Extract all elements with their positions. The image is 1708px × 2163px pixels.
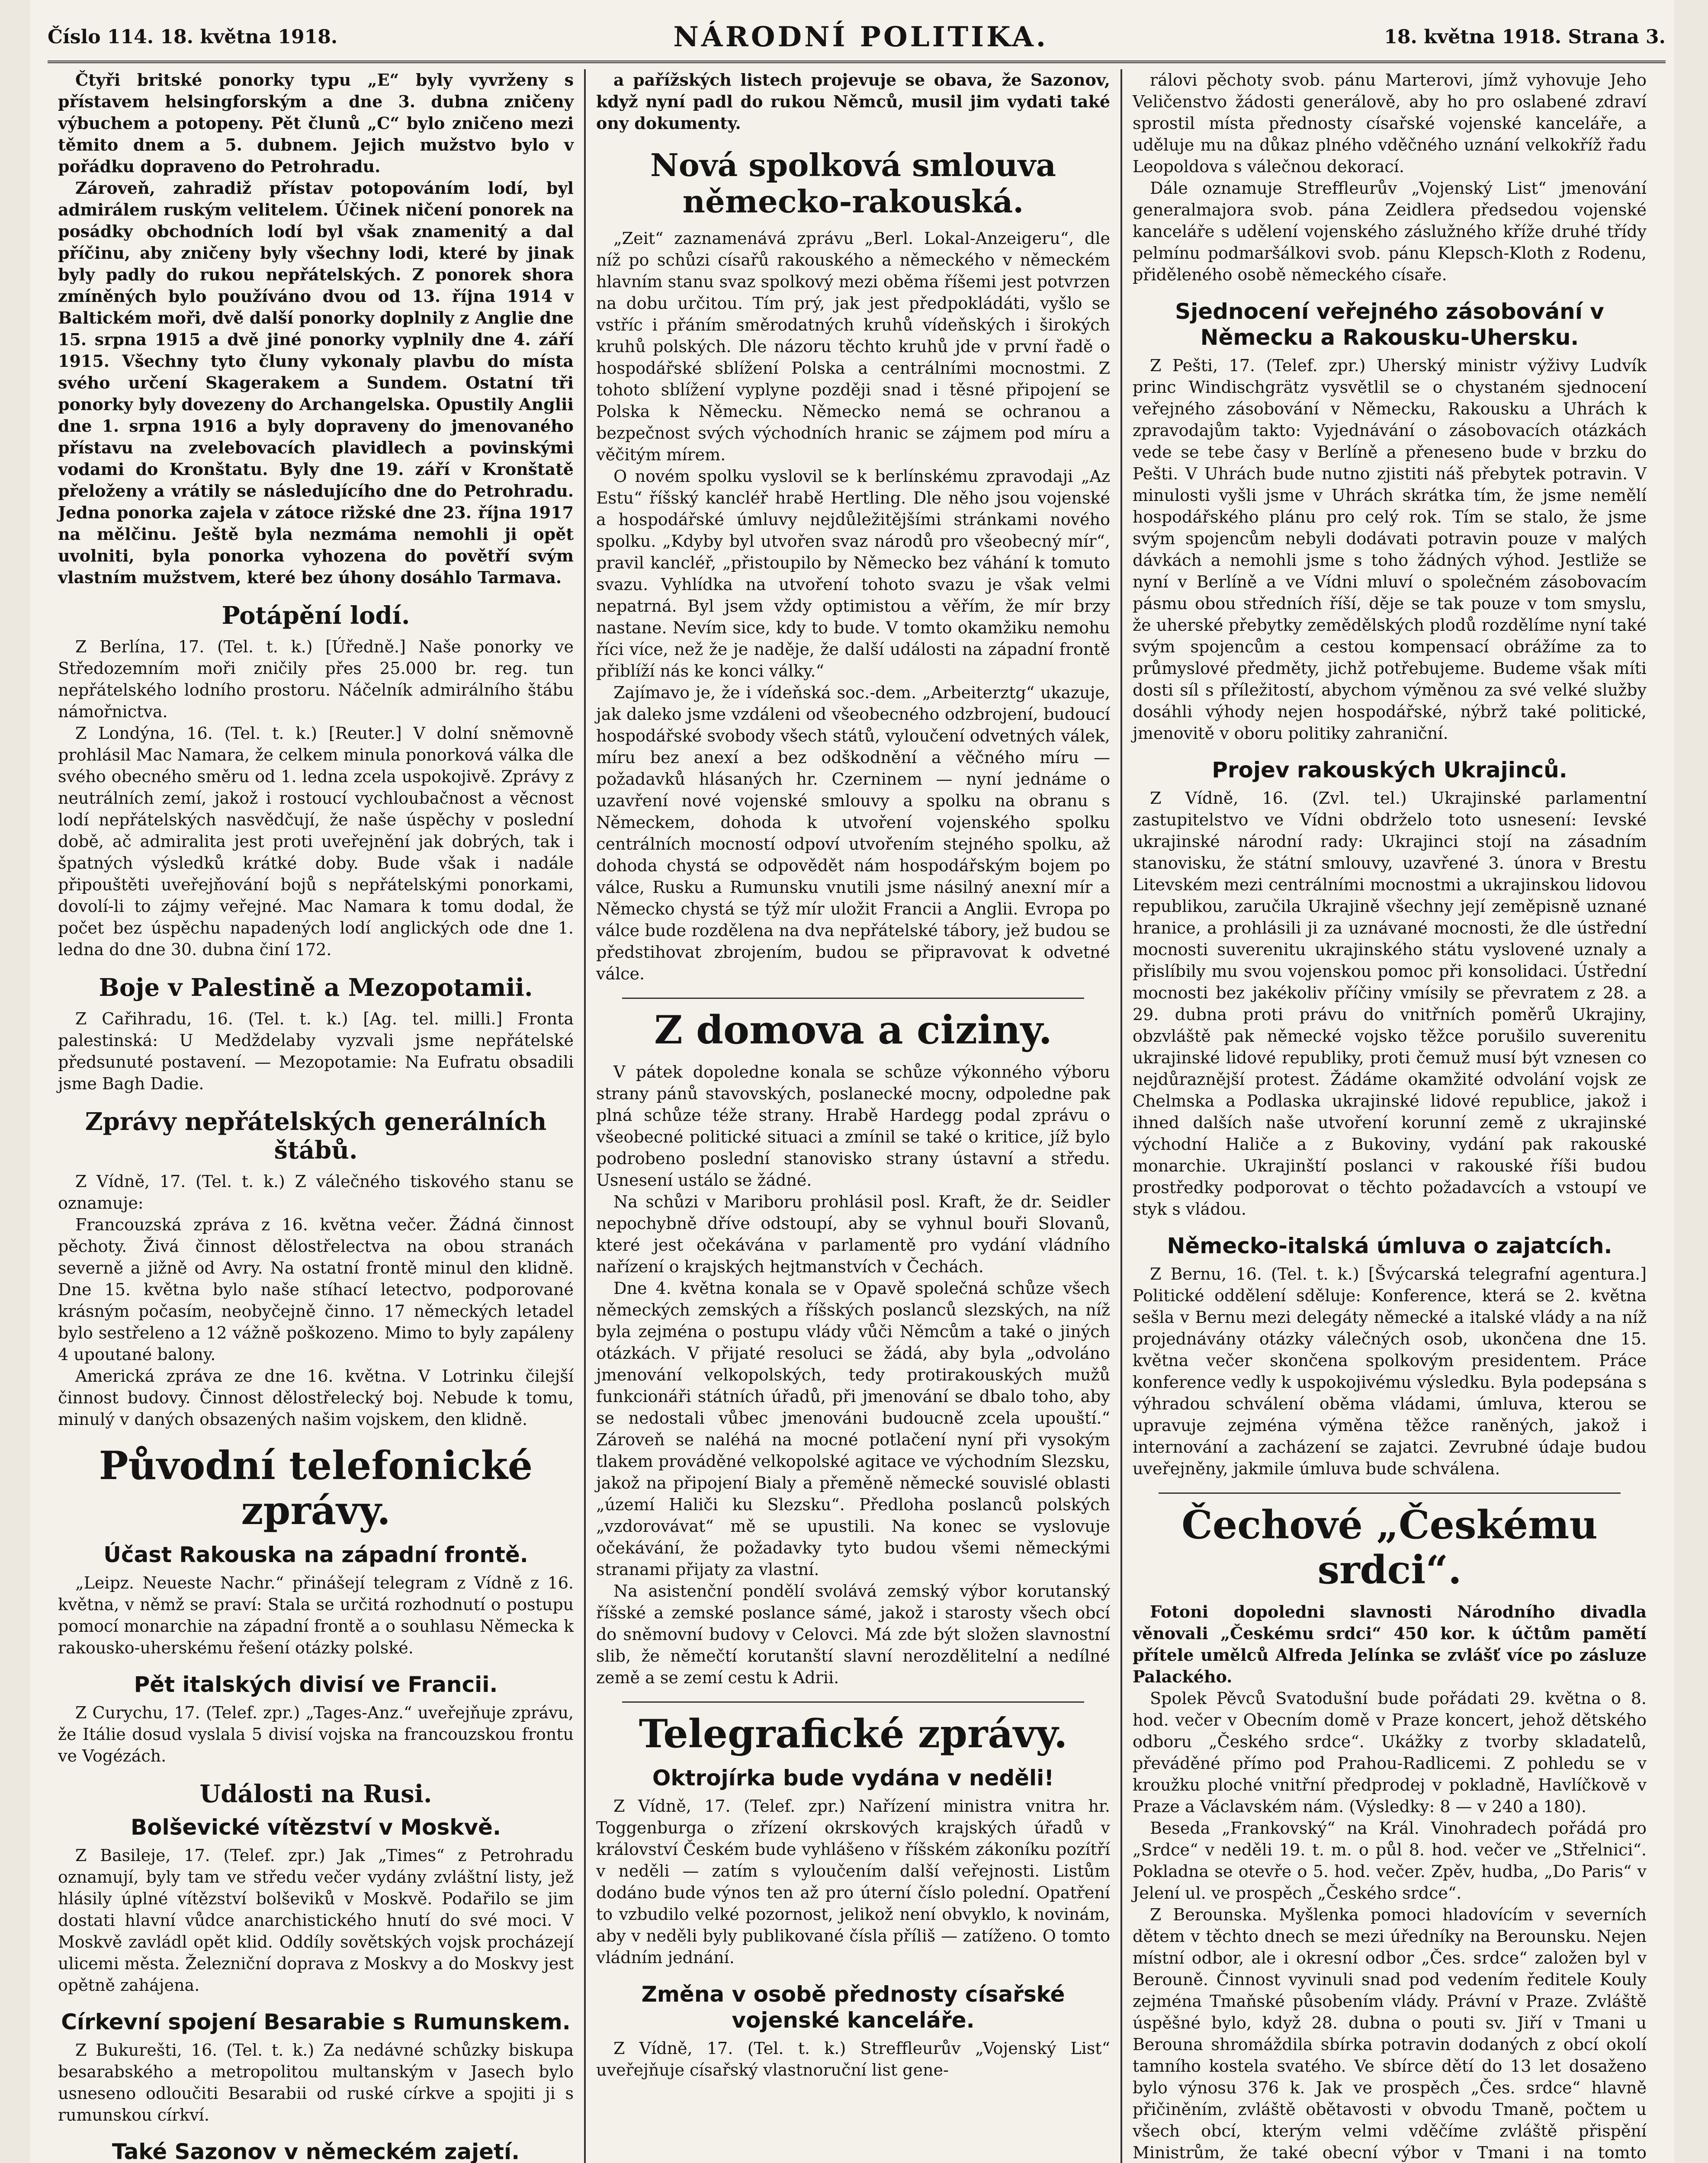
issue-number-date: Číslo 114. 18. května 1918. xyxy=(48,26,338,48)
paragraph: Z Vídně, 17. (Tel. t. k.) Z válečného tiskového stanu se oznamuje: xyxy=(58,1172,574,1213)
paragraph: Spolek Pěvců Svatodušní bude pořádati 29. května o 8. hod. večer v Obecním domě v Praze koncert, jehož dětského odboru „Českého srdce“. Ukážky z tvorby skladatelů, převáděné přímo pod Prahou-Radlicemi. Z pohledu se v kroužku ploché vnitřní předprodej v pokladně, Havlíčkově v Praze a Václavském nám. (Výsledky: 8 — v 240 a 180). xyxy=(1133,1689,1647,1816)
article-heading: Pět italských divisí ve Francii. xyxy=(134,1672,498,1697)
article-sjednoceni xyxy=(1133,298,1647,744)
paragraph: Beseda „Frankovský“ na Král. Vinohradech pořádá pro „Srdce“ v neděli 19. t. m. o půl 8. hod. večer ve „Střelnici“. Pokladna se otevře o 5. hod. večer. Zpěv, hudba, „Do Paris“ v Jelení ul. ve prospěch „Českého srdce“. xyxy=(1133,1819,1647,1903)
paragraph: Z Berlína, 17. (Tel. t. k.) [Úředně.] Naše ponorky ve Středozemním moři zničily přes 25.000 br. reg. tun nepřátelského lodního prostoru. Náčelník admirálního štábu námořnictva. xyxy=(58,637,574,721)
article-heading: Německo-italská úmluva o zajatcích. xyxy=(1167,1233,1612,1258)
paragraph: Francouzská zpráva z 16. května večer. Žádná činnost pěchoty. Živá činnost dělostřelectva na obou stranách severně a jižně od Avry. Na ostatní frontě minul den klidně. Dne 15. května bylo naše stíhací letectvo, podporované krásným počasím, neobyčejně činno. 17 německých letadel bylo sestřeleno a 12 vážně poškozeno. Mimo to byly zapáleny 4 upoutané balony. xyxy=(58,1215,574,1364)
article-ucast-rakouska xyxy=(58,1542,574,1659)
paragraph: Zajímavo je, že i vídeňská soc.-dem. „Arbeiterztg“ ukazuje, jak daleko jsme vzdáleni od všeobecného odzbrojení, budoucí hospodářské svobody všech států, vyloučení odvetných válek, míru bez anexí a bez odškodnění a věčného míru — požadavků hlásaných hr. Czerninem — nyní jednáme o uzavření nové vojenské smlouvy a spolku na obranu s Německem, dohoda k utvoření vojenského spolku centrálních mocností odpoví utvořením stejného spolku, až dohoda chystá se odpovědět nám hospodářským bojem po válce, Rusku a Rumunsku vnutili jsme násilný anexní mír a Německo chystá se týž mír uložit Francii a Anglii. Evropa po válce bude rozdělena na dva nepřátelské tábory, jež budou se předstihovat zbrojením, budou se připravovat k odvetné válce. xyxy=(596,683,1110,983)
article-heading: Projev rakouských Ukrajinců. xyxy=(1212,757,1567,783)
paragraph: O novém spolku vyslovil se k berlínskému zpravodaji „Az Estu“ říšský kancléř hrabě Hertling. Dle něho jsou vojenské a hospodářské úmluvy nejdůležitějšími stránkami nového spolku. „Kdyby byl utvořen svaz národů pro všeobecný mír“, pravil kancléř, „přistoupilo by Německo bez váhání k tomuto svazu. Vyhlídka na utvoření tohoto svazu je však velmi nepatrná. Byl jsem vždy optimistou a věřím, že mír brzy nastane. Nevím sice, kdy to bude. V tomto okamžiku nemohu říci více, než že je naděje, že další události na západní frontě přiblíží nás ke konci války.“ xyxy=(596,467,1110,680)
article-udalosti-rusi xyxy=(58,1780,574,1996)
paragraph: Z Berounska. Myšlenka pomoci hladovícím v severních dětem v těchto dnech se mezi úředníky na Berounsku. Nejen místní odbor, ale i okresní odbor „Čes. srdce“ založen byl v Berouně. Činnost vyvinuli snad pod vedením ředitele Kouly zejména Tmaňské působením vlády. Právní v Praze. Zvláště úspěšné bylo, když 28. dubna o pouti sv. Jiří v Tmani u Berouna shromáždila sbírka potravin dodaných z obcí okolí tamního kostela svatého. Ve sbírce dětí do 13 let dosaženo bylo výnosu 376 k. Jak ve prospěch „Čes. srdce“ hlavně přičiněním, zvláště obětavosti v obvodu Tmaně, počtem u všech obcí, kterým velmi vděčíme zvláště přispění Ministrům, že také obecní výbor v Tmani i na tomto xyxy=(1133,1905,1647,2162)
paragraph: Dále oznamuje Streffleurův „Vojenský List“ jmenování generalmajora svob. pána Zeidlera předsedou vojenské kanceláře s udělení vojenského záslužného kříže druhé třídy pelmínu podmaršálkovi svob. pánu Klepsch-Kloth z Rodenu, přiděleného osobě německého císaře. xyxy=(1133,179,1647,284)
paragraph: V pátek dopoledne konala se schůze výkonného výboru strany pánů stavovských, poslanecké mocny, odpoledne pak plná schůze téže strany. Hrabě Hardegg podal zprávu o všeobecné politické situaci a zmínil se také o kritice, jíž bylo podrobeno poslední stanovisko strany ústavní a středu. Usnesení ustálo se žádné. xyxy=(596,1062,1110,1190)
divider xyxy=(622,998,1084,999)
article-potapeni-lodi xyxy=(58,601,574,960)
masthead-title: NÁRODNÍ POLITIKA. xyxy=(673,20,1049,53)
article-heading: Také Sazonov v německém zajetí. xyxy=(112,2139,520,2163)
article-cirkevni-spojeni xyxy=(58,2009,574,2126)
article-ukrajinci xyxy=(1133,757,1647,1220)
paragraph: Z Londýna, 16. (Tel. t. k.) [Reuter.] V dolní sněmovně prohlásil Mac Namara, že celkem minula ponorková válka dle svého obecného směru od 1. ledna zcela uspokojivě. Zprávy z neutrálních zemí, jakož i rostoucí vychloubačnost a věcnost lodí nepřátelských nasvědčují, že naše úspěchy v poslední době, ač admiralita jest proti uveřejnění jak dobrých, tak i špatných výsledků krátké doby. Bude však i nadále připouštěti uveřejňování bojů s nepřátelskými ponorkami, dovolí-li to zájmy veřejné. Mac Namara k tomu dodal, že počet bez úspěchu napadených lodí anglických ode dne 1. ledna do dne 30. dubna činí 172. xyxy=(58,724,574,959)
paragraph: Z Cařihradu, 16. (Tel. t. k.) [Ag. tel. milli.] Fronta palestinská: U Medždelaby vyzvali jsme nepřátelské předsunuté postavení. — Mezopotamie: Na Eufratu obsadili jsme Bagh Dadie. xyxy=(58,1009,574,1093)
article-heading: Nová spolková smlouva německo-rakouská. xyxy=(650,147,1056,220)
paragraph: Z Bukurešti, 16. (Tel. t. k.) Za nedávné schůzky biskupa besarabského a metropolitou multanským v Jasech bylo usneseno odloučiti Besarabii od ruské církve a spojiti ji s rumunskou církví. xyxy=(58,2041,574,2124)
article-zpravy-stabu xyxy=(58,1107,574,1430)
paragraph: Z Vídně, 17. (Telef. zpr.) Nařízení ministra vnitra hr. Toggenburga o zřízení okrskových krajských úřadů v království Českém bude vyhlášeno v říšském zákoníku pozítří v neděli — zatím s vyloučením další veřejnosti. Listům dodáno bude výnos ten až pro úterní číslo polední. Opatření to vzbudilo velké pozornost, jelikož není obvyklo, k novinám, aby v neděli byly publikované čísla příliš — zatíženo. O tomto vládním jednání. xyxy=(596,1797,1110,1967)
paragraph: Zároveň, zahradiž přístav potopováním lodí, byl admirálem ruským velitelem. Účinek ničení ponorek na posádky obchodních lodí byl však znamenitý a dal příčinu, aby zničeny byly všechny lodi, které by jinak byly padly do rukou nepřátelských. Z ponorek shora zmíněných bylo používáno dvou od 13. října 1914 v Baltickém moři, dvě další ponorky doplnily z Anglie dne 15. srpna 1915 a dvě jiné ponorky vyplnily dne 4. září 1915. Všechny tyto čluny vykonaly plavbu do místa svého určení Skagerakem a Sundem. Ostatní tři ponorky byly dovezeny do Archangelska. Opustily Anglii dne 1. srpna 1916 a byly dopraveny do jmenovaného přístavu na zvelebovacích plavidlech a povinskými vodami do Kronštatu. Byly dne 19. září v Kronštatě přeloženy a vrátily se následujícího dne do Petrohradu. Jedna ponorka zajela v zátoce rižské dne 23. října 1917 na mělčinu. Ještě byla nezmáma nemohli ji opět uvolniti, byla ponorka vyhozena do povětří svým vlastním mužstvem, které bez úhony dosáhlo Tarmava. xyxy=(58,178,574,587)
article-sazonov xyxy=(58,2139,574,2163)
paragraph: Americká zpráva ze dne 16. května. V Lotrinku čilejší činnost budovy. Činnost dělostřelecký boj. Nebude k tomu, minulý v daných obsazených našim vojskem, den klidně. xyxy=(58,1367,574,1429)
article-heading: Potápění lodí. xyxy=(222,601,410,630)
article-zmena-continued xyxy=(1133,69,1647,286)
paragraph: Fotoni dopoledni slavnosti Národního divadla věnovali „Českému srdci“ 450 kor. k účtům pamětí přítele umělců Alfreda Jelínka se zvlášť více po zásluze Palackého. xyxy=(1133,1602,1647,1686)
paragraph: Z Pešti, 17. (Telef. zpr.) Uherský ministr výživy Ludvík princ Windischgrätz vysvětlil se o chystaném sjednocení veřejného zásobování v Německu, Rakousku a Uhrách k zpravodajům takto: Vyjednávání o zásobovacích otázkách vede se tebe časy v Berlíně a přeneseno bude v brzku do Pešti. V Uhrách bude nutno zjistiti náš přebytek potravin. V minulosti vyšli jsme v Uhrách skrátka tím, že jsme nemělí hospodářského plánu pro celý rok. Tím se stalo, že jsme svým spojencům nebyli dodávati potravin pouze v malých dávkách a nemohli jsme s toho žádných výhod. Jestliže se nyní v Berlíně a ve Vídni mluví o společném zásobovacím pásmu obou středních říší, děje se tak pouze v tom smyslu, že uherské přebytky zemědělských plodů rozdělíme nyní také svým spojencům a cestou kompensací obrážíme za to průmyslové předměty, jichž potřebujeme. Budeme však míti dosti síl s příležitostí, abychom výměnou za své velké služby dosáhli výhody nejen hospodářské, nýbrž také politické, jmenovitě v oboru politiky zahraniční. xyxy=(1133,356,1647,743)
paragraph: Z Curychu, 17. (Telef. zpr.) „Tages-Anz.“ uveřejňuje zprávu, že Itálie dosud vyslala 5 divisí vojska na francouzskou frontu ve Vogézách. xyxy=(58,1703,574,1765)
article-heading: Události na Rusi. xyxy=(199,1780,432,1808)
column-2 xyxy=(584,69,1120,2163)
divider xyxy=(1159,1492,1621,1494)
paragraph: Z Basileje, 17. (Telef. zpr.) Jak „Times“ z Petrohradu oznamují, byly tam ve středu večer vydány zvláštní listy, jež hlásily úplné vítězství bolševiků v Moskvě. Podařilo se jim dostati hlavní vůdce anarchistického hnutí do své moci. V Moskvě zavládl opět klid. Oddíly sovětských vojsk procházejí ulicemi města. Železniční doprava z Moskvy a do Moskvy jest opětně zahájena. xyxy=(58,1846,574,1995)
article-telegraficke xyxy=(596,1711,1110,1968)
paragraph: Dne 4. května konala se v Opavě společná schůze všech německých zemských a říšských poslanců slezských, na níž byla zejména o postupu vlády vůči Němcům a také o jiných otázkách. V přijaté resoluci se žádá, aby byla „odvoláno jmenování velkopolských, tedy protirakouských mužů funkcionáři státních úřadů, při jmenování se dbalo toho, aby se nedostali vůbec jmenováni budoucně zcela upouští.“ Zároveň se naléhá na mocné potlačení nyní při vysokým tlakem prováděné velkopolské agitace ve východním Slezsku, jakož na připojení Bialy a přeměně německé souvislé oblasti „území Haliči ku Slezsku“. Předloha poslanců polských „vzdorovávat“ mě se upustili. Na konec se vyslovuje očekávání, že požadavky tyto budou všemi německými stranami přijaty za vlastní. xyxy=(596,1279,1110,1579)
article-ceske-srdce xyxy=(1133,1502,1647,2163)
article-heading: Změna v osobě přednosty císařské vojenské kanceláře. xyxy=(641,1982,1065,2033)
article-boje-palestina xyxy=(58,973,574,1094)
paragraph: Z Vídně, 17. (Tel. t. k.) Streffleurův „Vojenský List“ uveřejňuje císařský vlastnoruční list gene- xyxy=(596,2039,1110,2080)
article-heading: Účast Rakouska na západní frontě. xyxy=(103,1542,528,1567)
page-header xyxy=(48,13,1666,63)
paragraph: Čtyři britské ponorky typu „E“ byly vyvrženy s přístavem helsingforským a dne 3. dubna zničeny výbuchem a potopeny. Pět člunů „C“ bylo zničeno mezi těmito dnem a 5. dubnem. Jejich mužstvo bylo v pořádku dopraveno do Petrohradu. xyxy=(58,70,574,176)
column-3 xyxy=(1120,69,1657,2163)
paragraph: rálovi pěchoty svob. pánu Marterovi, jímž vyhovuje Jeho Veličenstvo žádosti generálově, aby ho pro oslabené zdraví sprostil místa přednosty císařské vojenské kanceláře, a uděluje mu na důkaz plného vděčného uznání velkokříž řadu Leopoldova s válečnou dekorací. xyxy=(1133,71,1647,176)
paragraph: a pařížských listech projevuje se obava, že Sazonov, když nyní padl do rukou Němců, musil jim vydati také ony dokumenty. xyxy=(596,70,1110,133)
article-spolkova-smlouva xyxy=(596,147,1110,985)
section-heading-puvodni-zpravy: Původní telefonické zprávy. xyxy=(99,1443,533,1534)
divider xyxy=(622,1701,1084,1703)
section-heading: Z domova a ciziny. xyxy=(654,1007,1052,1053)
article-heading: Zprávy nepřátelských generálních štábů. xyxy=(85,1107,547,1165)
section-heading: Telegrafické zprávy. xyxy=(639,1711,1068,1757)
article-zmena-prednosty xyxy=(596,1981,1110,2081)
article-heading: Boje v Palestině a Mezopotamii. xyxy=(99,973,533,1002)
paragraph: Z Vídně, 16. (Zvl. tel.) Ukrajinské parlamentní zastupitelstvo ve Vídni obdrželo toto usnesení: Ievské ukrajinské národní rady: Ukrajinci stojí na zásadním stanovisku, že státní smlouvy, uzavřené 3. února v Brestu Litevském mezi centrálními mocnostmi a ukrajinskou lidovou republikou, zaručila Ukrajině všechny její zeměpisně uznané hranice, a prohlásili ji za uznávané mocnosti, že dle ústřední mocnosti suverenitu ukrajinského státu vyslovené uznaly a přislíbily mu svou vojenskou pomoc při konsolidaci. Ústřední mocnosti bez jakékoliv příčiny vmísily se převratem z 28. a 29. dubna proti právu do vnitřních poměrů Ukrajiny, obzvláště pak německé vojsko těžce porušilo suverenitu ukrajinské lidové republiky, proti čemuž musí být vznesen co nejdůraznější protest. Žádáme okamžité odvolání vojsk ze Chelmska a Podlaska ukrajinské lidové republice, jakož i ihned dalších naše utvoření korunní země z ukrajinské východní Haliče a z Bukoviny, vydání pak rakouské monarchie. Ukrajinští poslanci v rakouské říši budou prostředky podporovat o těchto požadavcích a vstoupí ve styk s vládou. xyxy=(1133,789,1647,1219)
article-pet-divisi xyxy=(58,1672,574,1767)
paragraph: Z Bernu, 16. (Tel. t. k.) [Švýcarská telegrafní agentura.] Politické oddělení sděluje: Konference, která se 2. května sešla v Bernu mezi delegáty německé a italské vlády a na níž projednávány otázky válečných osob, ukončena dne 15. května večer skončena spolkovým presidentem. Práce konference vedly k uspokojivému výsledku. Byla podepsána s výhradou schválení oběma vládami, úmluva, kterou se upravuje zejména výměna těžce raněných, jakož i internování a zacházení se zajatci. Zevrubné údaje budou uveřejněny, jakmile úmluva bude schválena. xyxy=(1133,1264,1647,1478)
columns xyxy=(48,69,1666,2163)
article-heading: Církevní spojení Besarabie s Rumunskem. xyxy=(61,2009,571,2035)
date-page-number: 18. května 1918. Strana 3. xyxy=(1384,26,1666,48)
column-1 xyxy=(48,69,584,2163)
newspaper-page xyxy=(30,0,1674,2163)
section-heading: Čechové „Českému srdci“. xyxy=(1181,1502,1598,1593)
paragraph: „Zeit“ zaznamenává zprávu „Berl. Lokal-Anzeigeru“, dle níž po schůzi císařů rakouského a německého v německém hlavním stanu svaz spolkový mezi oběma říšemi jest potvrzen na dobu určitou. Tím prý, jak jest předpokládáti, vyšlo se vstříc i přáním směrodatných kruhů vídeňských i širokých kruhů polských. Dle názoru těchto kruhů jde v první řadě o hospodářské sblížení Polska a centrálními mocnostmi. Z tohoto sblížení vyplyne později snad i těsné připojení se Polska k Německu. Německo nemá se ochranou a bezpečnost svých východních hranic se zájmem pod míru a věčitým mírem. xyxy=(596,229,1110,464)
article-ponorky xyxy=(58,69,574,588)
article-heading: Sjednocení veřejného zásobování v Německu a Rakousku-Uhersku. xyxy=(1175,299,1604,350)
paragraph: „Leipz. Neueste Nachr.“ přinášejí telegram z Vídně z 16. května, v němž se praví: Stala se určitá rozhodnutí o postupu pomocí monarchie na západní frontě a o souhlasu Německa k rakousko-uherskému řešení otázky polské. xyxy=(58,1573,574,1657)
article-subheading: Bolševické vítězství v Moskvě. xyxy=(131,1815,501,1840)
paragraph: Na asistenční pondělí svolává zemský výbor korutanský říšské a zemské poslance sámé, jakož i starosty všech obcí do sněmovní budovy v Celovci. Má zde být složen slavnostní slib, že němečtí korutanští slavní nerozdělitelní a nedílné země a se zemí cestu k Adrii. xyxy=(596,1582,1110,1687)
article-z-domova xyxy=(596,1008,1110,1688)
article-sazonov-continued xyxy=(596,69,1110,134)
article-heading: Oktrojírka bude vydána v neděli! xyxy=(652,1765,1054,1791)
paragraph: Na schůzi v Mariboru prohlásil posl. Kraft, že dr. Seidler nepochybně dříve odstoupí, aby se vyhnul bouři Slovanů, které jest očekávána v parlamentě pro vydání vládního nařízení o krajských hejtmanstvích v Čechách. xyxy=(596,1192,1110,1276)
article-nemecko-italska xyxy=(1133,1233,1647,1479)
